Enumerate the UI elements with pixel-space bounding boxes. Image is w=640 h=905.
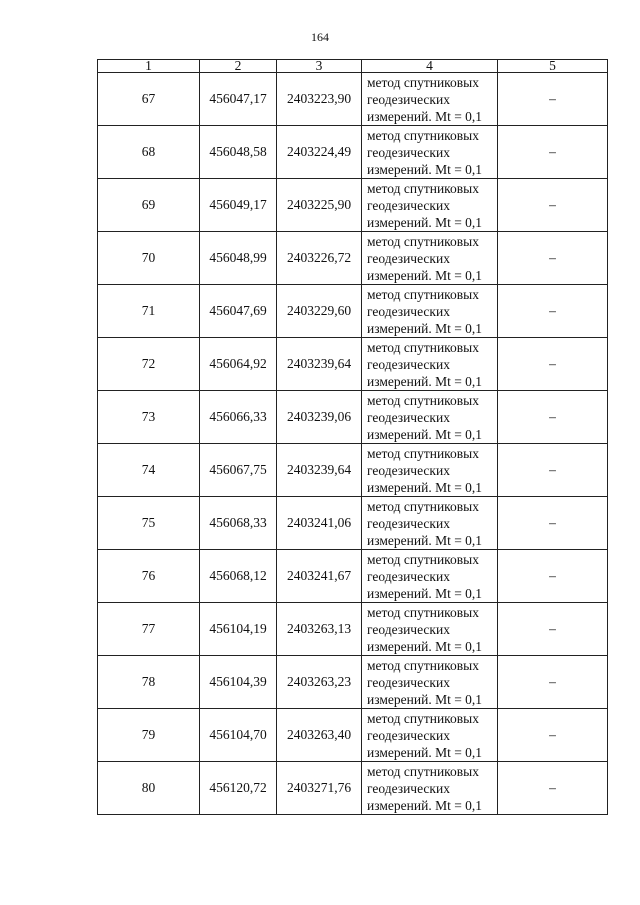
note-cell: – (498, 444, 608, 497)
coordinate-x-cell: 456047,17 (200, 73, 277, 126)
method-line: метод спутниковых (367, 339, 479, 355)
coordinate-y-cell: 2403241,06 (277, 497, 362, 550)
coordinate-y-cell: 2403226,72 (277, 232, 362, 285)
method-cell (362, 762, 498, 815)
note-cell: – (498, 232, 608, 285)
method-line: метод спутниковых (367, 551, 479, 567)
table-row (98, 179, 608, 232)
method-line: измерений. Mt = 0,1 (367, 426, 483, 442)
method-line: геодезических (367, 197, 450, 213)
coordinate-x-cell: 456068,12 (200, 550, 277, 603)
note-cell: – (498, 391, 608, 444)
method-line: метод спутниковых (367, 392, 479, 408)
method-cell (362, 497, 498, 550)
note-cell: – (498, 285, 608, 338)
point-number-cell: 67 (98, 73, 200, 126)
table-row (98, 126, 608, 179)
method-line: метод спутниковых (367, 233, 479, 249)
point-number-cell: 74 (98, 444, 200, 497)
table-row (98, 603, 608, 656)
note-cell: – (498, 338, 608, 391)
method-line: метод спутниковых (367, 74, 479, 90)
method-line: геодезических (367, 515, 450, 531)
method-line: геодезических (367, 409, 450, 425)
point-number-cell: 71 (98, 285, 200, 338)
method-line: геодезических (367, 674, 450, 690)
table-row (98, 762, 608, 815)
method-cell (362, 73, 498, 126)
table-row (98, 709, 608, 762)
method-line: геодезических (367, 568, 450, 584)
table-row (98, 285, 608, 338)
note-cell: – (498, 126, 608, 179)
header-cell-4: 4 (362, 60, 498, 73)
method-cell (362, 656, 498, 709)
method-line: геодезических (367, 91, 450, 107)
method-line: геодезических (367, 462, 450, 478)
coordinate-x-cell: 456104,70 (200, 709, 277, 762)
point-number-cell: 77 (98, 603, 200, 656)
method-cell (362, 709, 498, 762)
method-cell (362, 391, 498, 444)
method-line: измерений. Mt = 0,1 (367, 161, 483, 177)
point-number-cell: 68 (98, 126, 200, 179)
method-cell (362, 285, 498, 338)
method-line: метод спутниковых (367, 445, 479, 461)
method-line: измерений. Mt = 0,1 (367, 532, 483, 548)
table-row (98, 338, 608, 391)
table-row (98, 73, 608, 126)
point-number-cell: 76 (98, 550, 200, 603)
header-row (98, 60, 608, 73)
coordinate-y-cell: 2403263,40 (277, 709, 362, 762)
method-line: измерений. Mt = 0,1 (367, 797, 483, 813)
point-number-cell: 78 (98, 656, 200, 709)
method-cell (362, 444, 498, 497)
method-line: измерений. Mt = 0,1 (367, 585, 483, 601)
point-number-cell: 69 (98, 179, 200, 232)
method-cell (362, 603, 498, 656)
method-line: геодезических (367, 356, 450, 372)
method-line: измерений. Mt = 0,1 (367, 638, 483, 654)
coordinate-x-cell: 456066,33 (200, 391, 277, 444)
table-body (98, 73, 608, 815)
header-cell-3: 3 (277, 60, 362, 73)
coordinate-x-cell: 456120,72 (200, 762, 277, 815)
coordinate-y-cell: 2403225,90 (277, 179, 362, 232)
method-line: измерений. Mt = 0,1 (367, 744, 483, 760)
note-cell: – (498, 497, 608, 550)
point-number-cell: 73 (98, 391, 200, 444)
coordinate-y-cell: 2403241,67 (277, 550, 362, 603)
method-line: измерений. Mt = 0,1 (367, 373, 483, 389)
page-number: 164 (311, 30, 329, 44)
note-cell: – (498, 656, 608, 709)
coordinate-y-cell: 2403223,90 (277, 73, 362, 126)
coordinate-y-cell: 2403239,06 (277, 391, 362, 444)
point-number-cell: 80 (98, 762, 200, 815)
coordinate-x-cell: 456048,99 (200, 232, 277, 285)
coordinate-y-cell: 2403263,13 (277, 603, 362, 656)
coordinate-y-cell: 2403224,49 (277, 126, 362, 179)
note-cell: – (498, 709, 608, 762)
note-cell: – (498, 179, 608, 232)
method-line: измерений. Mt = 0,1 (367, 108, 483, 124)
method-line: метод спутниковых (367, 286, 479, 302)
method-cell (362, 126, 498, 179)
coordinates-table (97, 59, 608, 815)
method-cell (362, 232, 498, 285)
note-cell: – (498, 550, 608, 603)
table-row (98, 497, 608, 550)
coordinate-y-cell: 2403229,60 (277, 285, 362, 338)
coordinate-x-cell: 456104,19 (200, 603, 277, 656)
method-line: геодезических (367, 250, 450, 266)
point-number-cell: 79 (98, 709, 200, 762)
table-row (98, 444, 608, 497)
coordinate-x-cell: 456104,39 (200, 656, 277, 709)
method-line: измерений. Mt = 0,1 (367, 267, 483, 283)
coordinate-x-cell: 456068,33 (200, 497, 277, 550)
coordinate-y-cell: 2403239,64 (277, 444, 362, 497)
note-cell: – (498, 762, 608, 815)
table-row (98, 550, 608, 603)
coordinate-x-cell: 456047,69 (200, 285, 277, 338)
method-line: геодезических (367, 303, 450, 319)
table-row (98, 232, 608, 285)
method-line: геодезических (367, 780, 450, 796)
method-cell (362, 550, 498, 603)
point-number-cell: 72 (98, 338, 200, 391)
method-line: метод спутниковых (367, 180, 479, 196)
coordinate-x-cell: 456048,58 (200, 126, 277, 179)
method-line: метод спутниковых (367, 763, 479, 779)
coordinate-x-cell: 456067,75 (200, 444, 277, 497)
coordinate-y-cell: 2403239,64 (277, 338, 362, 391)
note-cell: – (498, 603, 608, 656)
method-line: измерений. Mt = 0,1 (367, 214, 483, 230)
method-line: метод спутниковых (367, 604, 479, 620)
coordinate-x-cell: 456049,17 (200, 179, 277, 232)
point-number-cell: 70 (98, 232, 200, 285)
method-line: измерений. Mt = 0,1 (367, 320, 483, 336)
method-line: метод спутниковых (367, 498, 479, 514)
method-line: измерений. Mt = 0,1 (367, 691, 483, 707)
method-cell (362, 338, 498, 391)
coordinate-y-cell: 2403263,23 (277, 656, 362, 709)
coordinate-y-cell: 2403271,76 (277, 762, 362, 815)
table-row (98, 656, 608, 709)
note-cell: – (498, 73, 608, 126)
header-cell-5: 5 (498, 60, 608, 73)
method-cell (362, 179, 498, 232)
method-line: метод спутниковых (367, 127, 479, 143)
method-line: геодезических (367, 727, 450, 743)
method-line: метод спутниковых (367, 710, 479, 726)
header-cell-2: 2 (200, 60, 277, 73)
header-cell-1: 1 (98, 60, 200, 73)
method-line: измерений. Mt = 0,1 (367, 479, 483, 495)
table-row (98, 391, 608, 444)
method-line: геодезических (367, 144, 450, 160)
point-number-cell: 75 (98, 497, 200, 550)
method-line: метод спутниковых (367, 657, 479, 673)
method-line: геодезических (367, 621, 450, 637)
coordinate-x-cell: 456064,92 (200, 338, 277, 391)
